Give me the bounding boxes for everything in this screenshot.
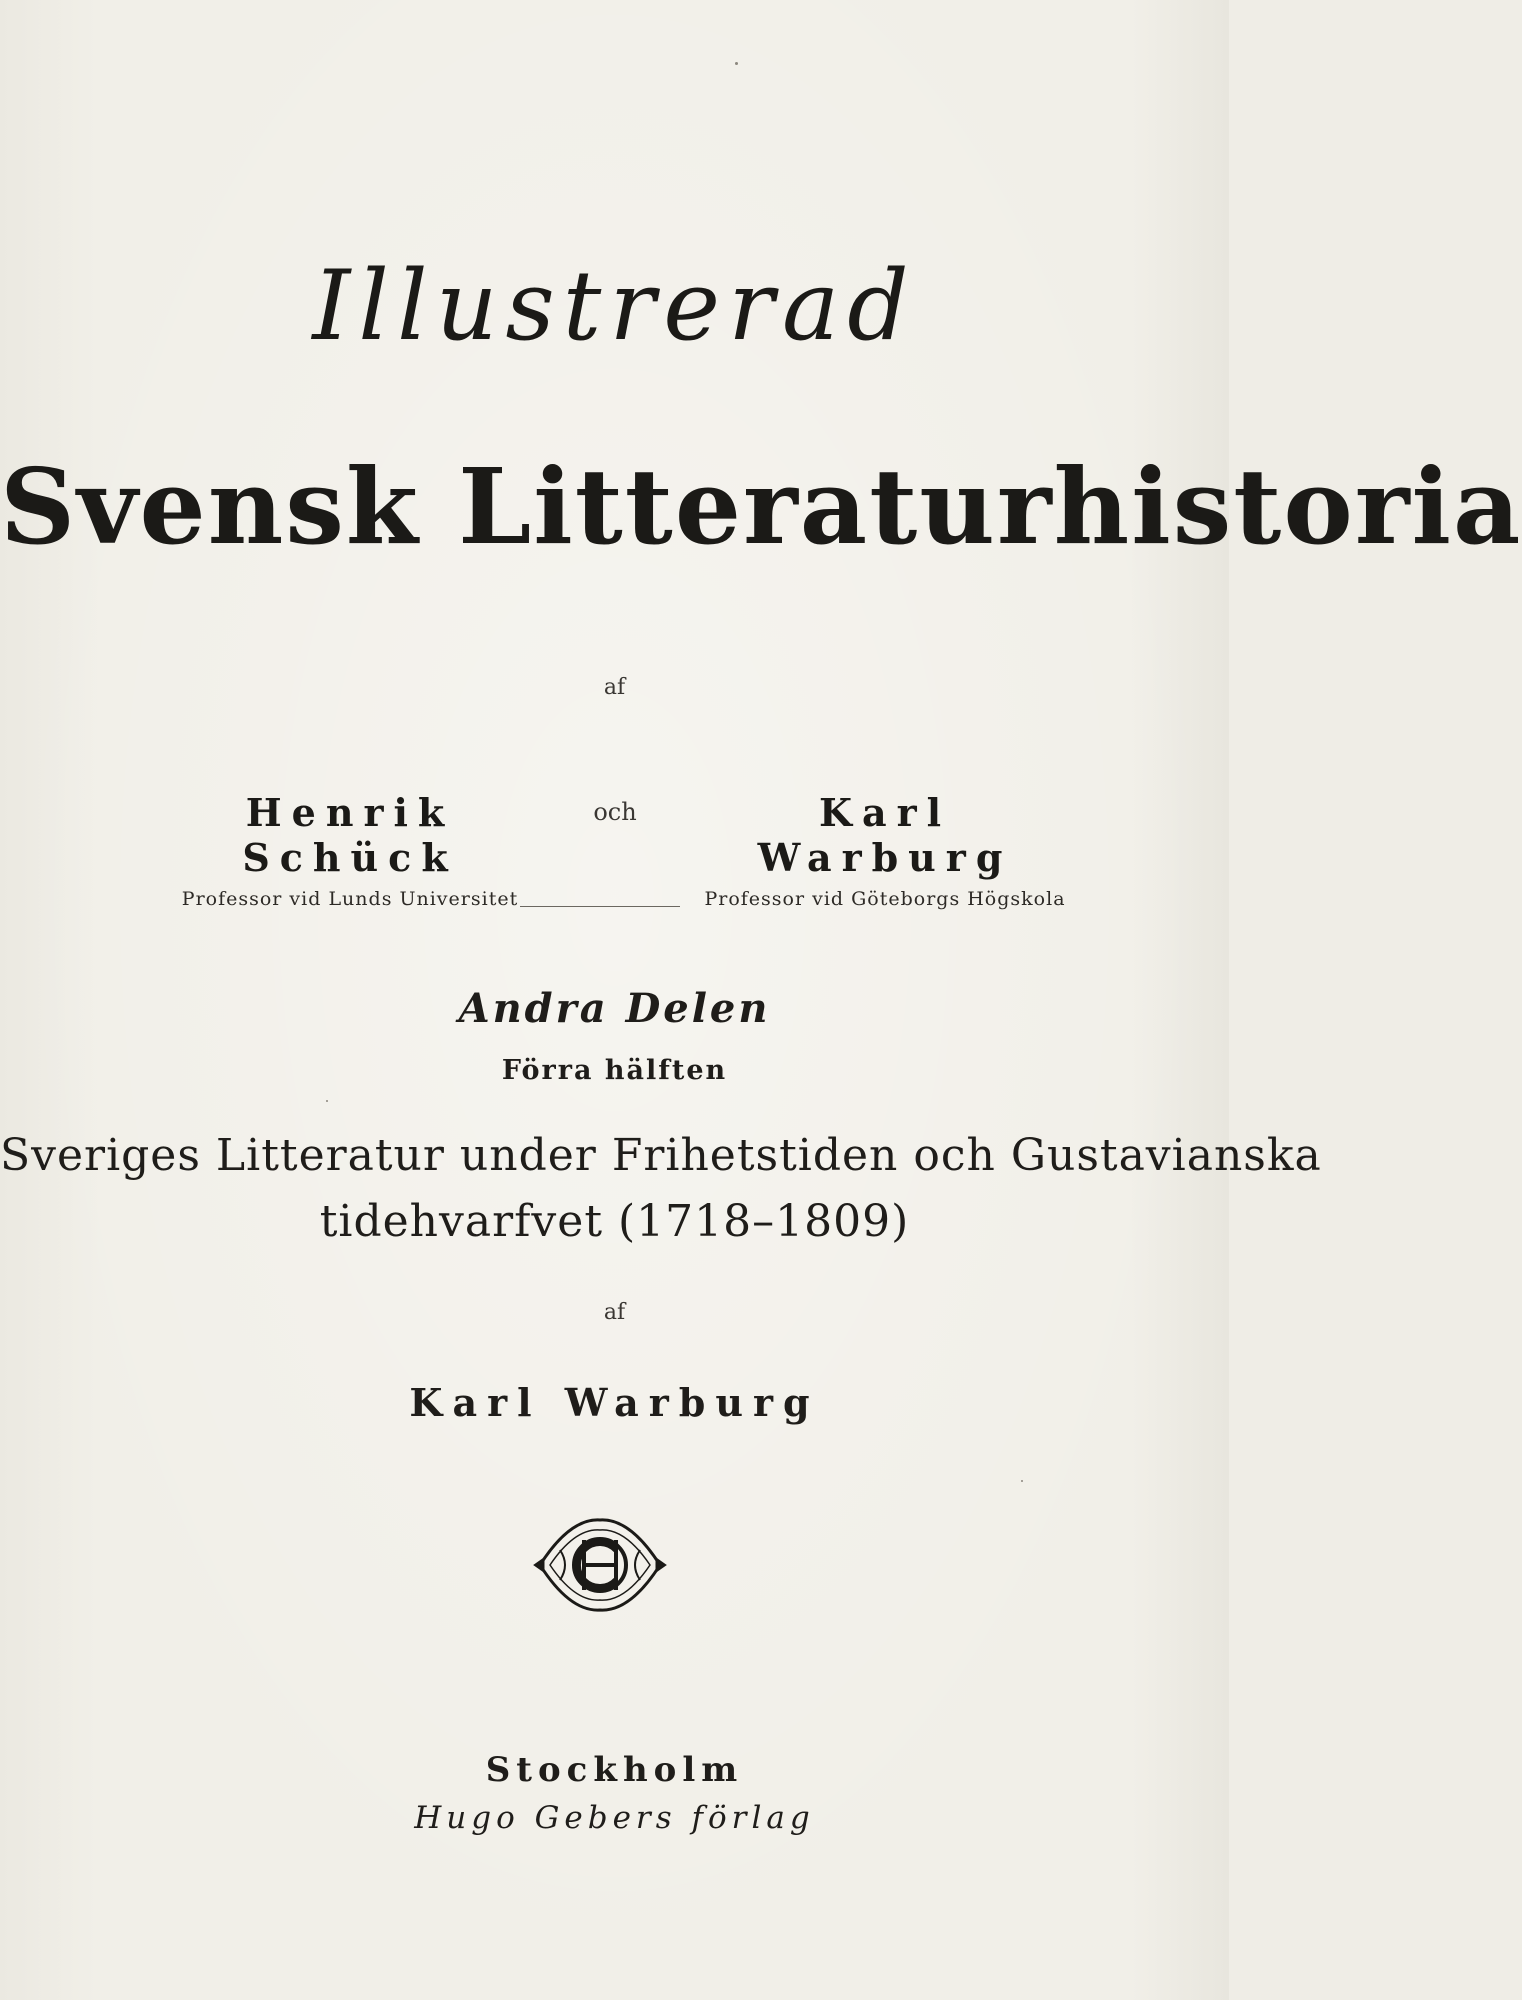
paper-speck: [735, 62, 738, 65]
author-right-title: Professor vid Göteborgs Högskola: [704, 888, 1066, 910]
author-right: [695, 790, 1075, 910]
authors-row: [0, 790, 1229, 910]
author-left-title: Professor vid Lunds Universitet: [181, 888, 519, 910]
paper-speck: [326, 1100, 328, 1102]
subtitle-line-2: tidehvarfvet (1718–1809): [319, 1196, 910, 1247]
imprint-city: Stockholm: [485, 1750, 744, 1790]
title-line-2: Svensk Litteraturhistoria: [0, 445, 1522, 568]
section-af: af: [603, 1300, 626, 1325]
half-heading: Förra hälften: [501, 1055, 728, 1086]
imprint-publisher: Hugo Gebers förlag: [414, 1800, 815, 1836]
author-right-name: Karl Warburg: [757, 790, 1013, 880]
publisher-monogram-emblem-icon: [530, 1510, 670, 1620]
byline-af: af: [603, 675, 626, 700]
divider-rule: [520, 906, 680, 907]
title-line-1: Illustrerad: [312, 250, 917, 362]
subtitle-line-1: Sveriges Litteratur under Frihetstiden och Gustavianska: [0, 1130, 1322, 1181]
authors-conjunction: och: [593, 798, 637, 826]
part-heading: Andra Delen: [458, 985, 771, 1032]
author-left: [160, 790, 540, 910]
section-author: Karl Warburg: [409, 1380, 820, 1425]
paper-speck: [1021, 1480, 1023, 1482]
author-left-name: Henrik Schück: [242, 790, 458, 880]
